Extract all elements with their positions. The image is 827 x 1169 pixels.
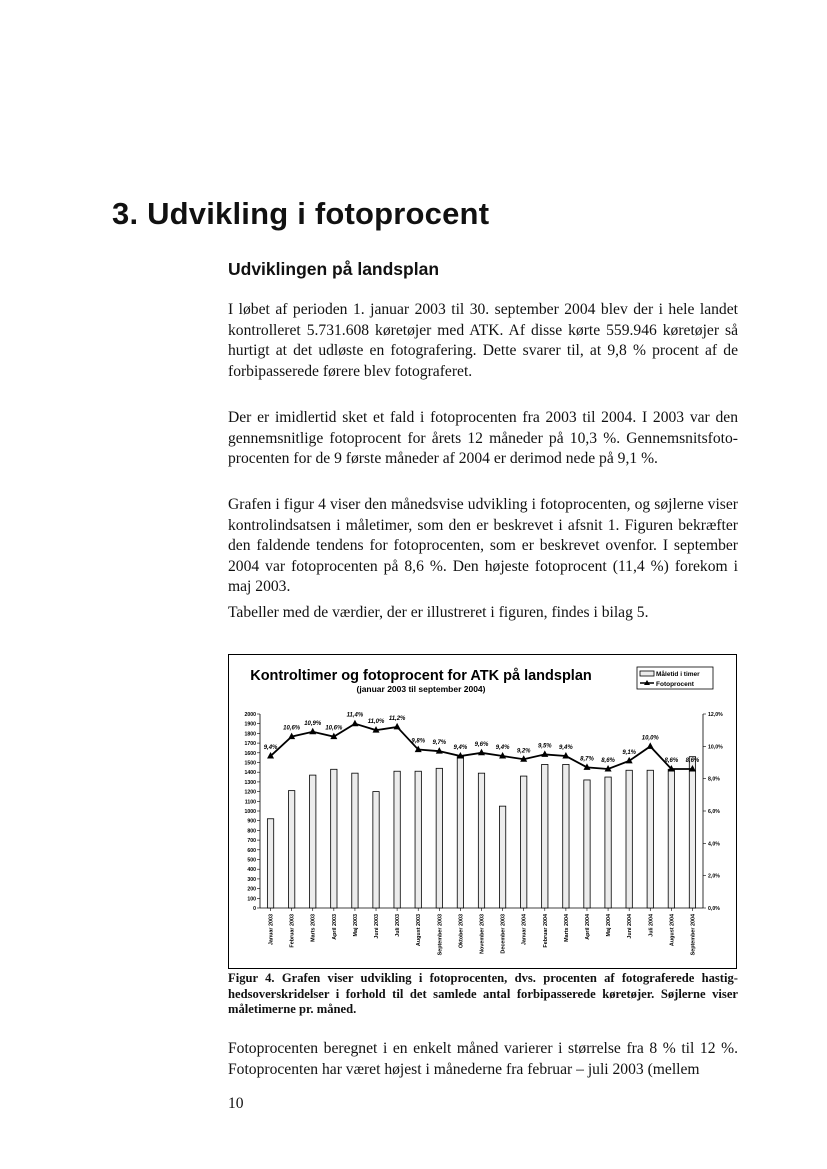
- line-point: [647, 742, 654, 749]
- line-point: [309, 728, 316, 735]
- bar: [373, 792, 379, 908]
- x-tick-label: Oktober 2003: [458, 914, 465, 949]
- data-label: 9,4%: [263, 745, 278, 752]
- bar: [331, 769, 337, 908]
- paragraph-1: I løbet af perioden 1. januar 2003 til 30. september 2004 blev der i hele landet kontrolleret 5.731.608 køretøjer med ATK. Af disse kørte 559.946 køretøjer så hurtigt at det udløste en fotografering. Dette svarer til, at 9,8 % procent af de forbipasserede førere blev fotograferet.: [228, 301, 738, 380]
- x-tick-label: December 2003: [500, 914, 507, 954]
- y-tick-label: 800: [247, 828, 256, 835]
- legend-label-bars: Måletid i timer: [656, 671, 700, 678]
- y-tick-label: 1800: [244, 731, 256, 738]
- y2-tick-label: 12,0%: [708, 712, 723, 718]
- chart-subtitle: (januar 2003 til september 2004): [356, 684, 486, 694]
- y-tick-label: 200: [247, 886, 256, 893]
- y-tick-label: 900: [247, 818, 256, 825]
- x-tick-label: April 2004: [584, 914, 591, 940]
- data-label: 9,4%: [495, 745, 510, 752]
- y-tick-label: 700: [247, 838, 256, 845]
- y-tick-label: 1500: [244, 760, 256, 767]
- bar: [563, 764, 569, 908]
- line-point: [351, 720, 358, 727]
- y-tick-label: 1100: [244, 799, 256, 806]
- y2-tick-label: 0,0%: [708, 906, 720, 912]
- data-label: 9,1%: [622, 749, 637, 756]
- y-tick-label: 400: [247, 867, 256, 874]
- y-tick-label: 2000: [244, 712, 256, 718]
- figure-4: [228, 654, 737, 969]
- x-tick-label: Maj 2004: [606, 914, 613, 937]
- x-tick-label: Februar 2004: [542, 914, 549, 948]
- bar: [457, 757, 463, 908]
- legend-label-line: Fotoprocent: [656, 681, 694, 688]
- data-label: 11,4%: [346, 712, 364, 719]
- y-tick-label: 1300: [244, 779, 256, 786]
- section-title: Udviklingen på landsplan: [228, 259, 440, 279]
- y2-tick-label: 8,0%: [708, 776, 720, 783]
- data-label: 9,4%: [559, 745, 573, 752]
- bar: [288, 791, 294, 908]
- line-point: [541, 750, 548, 757]
- y-tick-label: 1000: [244, 809, 256, 815]
- y-tick-label: 500: [247, 857, 256, 864]
- bar: [478, 773, 484, 908]
- x-tick-label: Juni 2004: [627, 914, 634, 939]
- figure-caption: Figur 4. Grafen viser udvikling i fotoprocenten, dvs. procenten af fotograferede hastighedsoverskridelser i forhold til det samlede antal forbipasserede køretøjer. Søjlerne viser måletimerne pr. måned.: [228, 971, 738, 1016]
- x-tick-label: Juni 2003: [374, 914, 381, 939]
- x-tick-label: Marts 2003: [310, 914, 317, 942]
- x-tick-label: Juli 2004: [648, 914, 655, 937]
- paragraph-4: Tabeller med de værdier, der er illustreret i figuren, findes i bilag 5.: [228, 604, 649, 621]
- bar: [584, 780, 590, 908]
- bar: [394, 771, 400, 908]
- data-label: 8,6%: [664, 757, 679, 764]
- y-tick-label: 1400: [244, 770, 256, 777]
- data-label: 9,7%: [432, 740, 447, 747]
- y-tick-label: 1200: [244, 789, 256, 796]
- y-tick-label: 300: [247, 876, 256, 883]
- y-tick-label: 0: [253, 906, 256, 912]
- bar: [310, 775, 316, 908]
- y-tick-label: 600: [247, 847, 256, 854]
- chart: [229, 655, 738, 970]
- data-label: 9,6%: [474, 741, 489, 748]
- bar: [647, 770, 653, 908]
- data-label: 10,9%: [304, 720, 322, 727]
- y-tick-label: 1700: [244, 741, 256, 748]
- y2-tick-label: 10,0%: [708, 744, 723, 751]
- x-tick-label: September 2003: [437, 914, 444, 956]
- x-tick-label: Marts 2004: [563, 914, 570, 942]
- y-tick-label: 100: [247, 896, 256, 903]
- page-number: 10: [228, 1095, 244, 1112]
- data-label: 8,7%: [580, 756, 594, 763]
- data-label: 11,0%: [367, 719, 385, 726]
- x-tick-label: September 2004: [690, 914, 697, 956]
- data-label: 9,4%: [453, 745, 468, 752]
- data-label: 9,5%: [537, 743, 552, 750]
- bar: [499, 806, 505, 908]
- bar: [267, 819, 273, 908]
- legend-bar-swatch: [640, 671, 654, 676]
- y-tick-label: 1900: [244, 721, 256, 728]
- bar: [352, 773, 358, 908]
- x-tick-label: April 2003: [331, 914, 338, 940]
- y2-tick-label: 6,0%: [708, 809, 720, 815]
- x-tick-label: August 2004: [669, 914, 676, 947]
- paragraph-5: Fotoprocenten beregnet i en enkelt måned varierer i størrelse fra 8 % til 12 %. Fotoprocenten har været højest i månederne fra februar – juli 2003 (mellem: [228, 1040, 738, 1078]
- data-label: 11,2%: [388, 715, 406, 722]
- x-tick-label: Februar 2003: [289, 914, 296, 948]
- x-tick-label: Juli 2003: [395, 914, 402, 937]
- data-label: 9,8%: [411, 738, 426, 745]
- line-point: [478, 749, 485, 756]
- chart-legend: [637, 667, 713, 689]
- bar: [626, 770, 632, 908]
- bar: [415, 771, 421, 908]
- x-tick-label: Januar 2003: [268, 914, 275, 946]
- bar: [521, 776, 527, 908]
- x-tick-label: August 2003: [416, 914, 423, 947]
- bar: [542, 764, 548, 908]
- bar: [668, 769, 674, 908]
- data-label: 10,0%: [641, 735, 659, 742]
- y-tick-label: 1600: [244, 750, 256, 757]
- chart-title: Kontroltimer og fotoprocent for ATK på landsplan: [250, 668, 592, 684]
- x-tick-label: Januar 2004: [521, 914, 528, 946]
- chapter-title: 3. Udvikling i fotoprocent: [112, 196, 490, 231]
- x-tick-label: Maj 2003: [352, 914, 359, 937]
- bar: [436, 768, 442, 908]
- x-tick-label: November 2003: [479, 914, 486, 954]
- data-label: 10,6%: [325, 725, 343, 732]
- data-label: 9,2%: [516, 748, 531, 755]
- y2-tick-label: 2,0%: [708, 873, 720, 880]
- bar: [605, 777, 611, 908]
- data-label: 10,6%: [283, 725, 301, 732]
- paragraph-3: Grafen i figur 4 viser den månedsvise udvikling i fotoprocenten, og søjlerne viser kontrolindsatsen i måletimer, som den er beskrevet i afsnit 1. Figuren bekræfter den faldende tendens for fotoprocenten, som er beskrevet ovenfor. I september 2004 var fotoprocenten på 8,6 %. Den højeste fotoprocent (11,4 %) forekom i maj 2003.: [228, 496, 738, 595]
- y2-tick-label: 4,0%: [708, 841, 720, 848]
- paragraph-2: Der er imidlertid sket et fald i fotoprocenten fra 2003 til 2004. I 2003 var den gennemsnitlige fotoprocent for årets 12 måneder på 10,3 %. Gennemsnitsfotoprocenten for de 9 første måneder af 2004 er derimod nede på 9,1 %.: [228, 409, 738, 467]
- bar: [689, 757, 695, 908]
- line-point: [394, 723, 401, 730]
- data-label: 8,6%: [685, 757, 700, 764]
- data-label: 8,6%: [601, 757, 615, 764]
